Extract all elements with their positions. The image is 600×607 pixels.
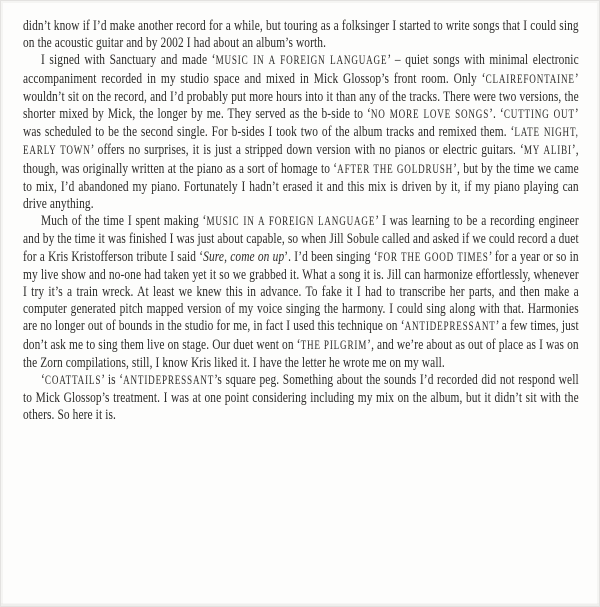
text-segment: ’ I was learning to be a recording engineer and by the time it was finished I was just about capable, so when Jill Sobule called and asked if we could record a duet for a Kris Kristofferson tribute I said ‘	[23, 212, 579, 265]
text-segment: ’ was scheduled to be the second single. For b-sides I took two of the album tracks and remixed them. ‘	[23, 105, 579, 141]
text-segment: ’. I’d been singing ‘	[284, 247, 378, 265]
quoted-phrase-italic: Sure, come on up	[203, 247, 285, 265]
document-body	[23, 17, 579, 424]
song-title-smallcaps: CUTTING OUT	[503, 107, 575, 122]
text-segment: didn’t know if I’d make another record for a while, but touring as a folksinger I started to write songs that I could sing on the acoustic guitar and by 2002 I had about an album’s worth.	[23, 17, 579, 52]
song-title-smallcaps: MUSIC IN A FOREIGN LANGUAGE	[206, 214, 376, 229]
text-segment: ’s square peg. Something about the sounds I’d recorded did not respond well to Mick Glossop’s treatment. I was at one point considering including my mix on the album, but it didn’t sit with the others. So here it is.	[23, 371, 579, 424]
song-title-smallcaps: NO MORE LOVE SONGS	[370, 107, 490, 122]
song-title-smallcaps: MY ALIBI	[523, 143, 572, 158]
text-segment: ’ is ‘	[101, 371, 124, 389]
text-segment: I signed with Sanctuary and made ‘	[41, 51, 216, 69]
paragraph	[23, 51, 579, 212]
text-area	[23, 17, 579, 424]
song-title-smallcaps: THE PILGRIM	[300, 337, 368, 352]
paragraph	[23, 212, 579, 371]
song-title-smallcaps: AFTER THE GOLDRUSH	[337, 161, 454, 176]
text-segment: ’ a few times, just don’t ask me to sing them live on stage. Our duet went on ‘	[23, 317, 579, 353]
text-segment: ’, though, was originally written at the piano as a sort of homage to ‘	[23, 141, 579, 177]
text-segment: Much of the time I spent making ‘	[41, 212, 207, 230]
text-segment: ‘	[41, 371, 45, 389]
song-title-smallcaps: ANTIDEPRESSANT	[404, 319, 496, 334]
paragraph	[23, 17, 579, 51]
text-segment: ’, but by the time we came to mix, I’d abandoned my piano. Fortunately I hadn’t erased it and this mix is driven by it, if my piano playing can drive anything.	[23, 159, 579, 213]
text-segment: ’. ‘	[489, 105, 504, 123]
song-title-smallcaps: COATTAILS	[44, 373, 102, 388]
text-segment: ’ wouldn’t sit on the record, and I’d probably put more hours into it than any of the tracks. There were two versions, the shorter mixed by Mick, the longer by me. They served as the b-side to ‘	[23, 69, 579, 123]
paragraph	[23, 371, 579, 424]
song-title-smallcaps: FOR THE GOOD TIMES	[377, 249, 489, 264]
text-segment: ’ for a year or so in my live show and no-one had taken yet it so we grabbed it. What a song it is. Jill can harmonize effortlessly, whenever I try it’s a train wreck. At least we knew this in advance. To fake it I had to transcribe her parts, and then make a computer generated pitch mapped version of my voice singing the harmony. I could sing along with that. Harmonies are no longer out of bounds in the studio for me, in fact I used this technique on ‘	[23, 247, 579, 335]
text-segment: ’ – quiet songs with minimal electronic accompaniment recorded in my studio space and mixed in Mick Glossop’s front room. Only ‘	[23, 51, 579, 87]
song-title-smallcaps: ANTIDEPRESSANT	[123, 373, 215, 388]
song-title-smallcaps: LATE NIGHT, EARLY TOWN	[23, 125, 579, 158]
text-segment: ’ offers no surprises, it is just a stripped down version with no pianos or electric guitars. ‘	[90, 141, 524, 159]
text-segment: ’, and we’re about as out of place as I was on the Zorn compilations, still, I know Kris liked it. I have the letter he wrote me on my wall.	[23, 335, 579, 371]
song-title-smallcaps: CLAIREFONTAINE	[485, 71, 575, 86]
song-title-smallcaps: MUSIC IN A FOREIGN LANGUAGE	[215, 53, 388, 68]
